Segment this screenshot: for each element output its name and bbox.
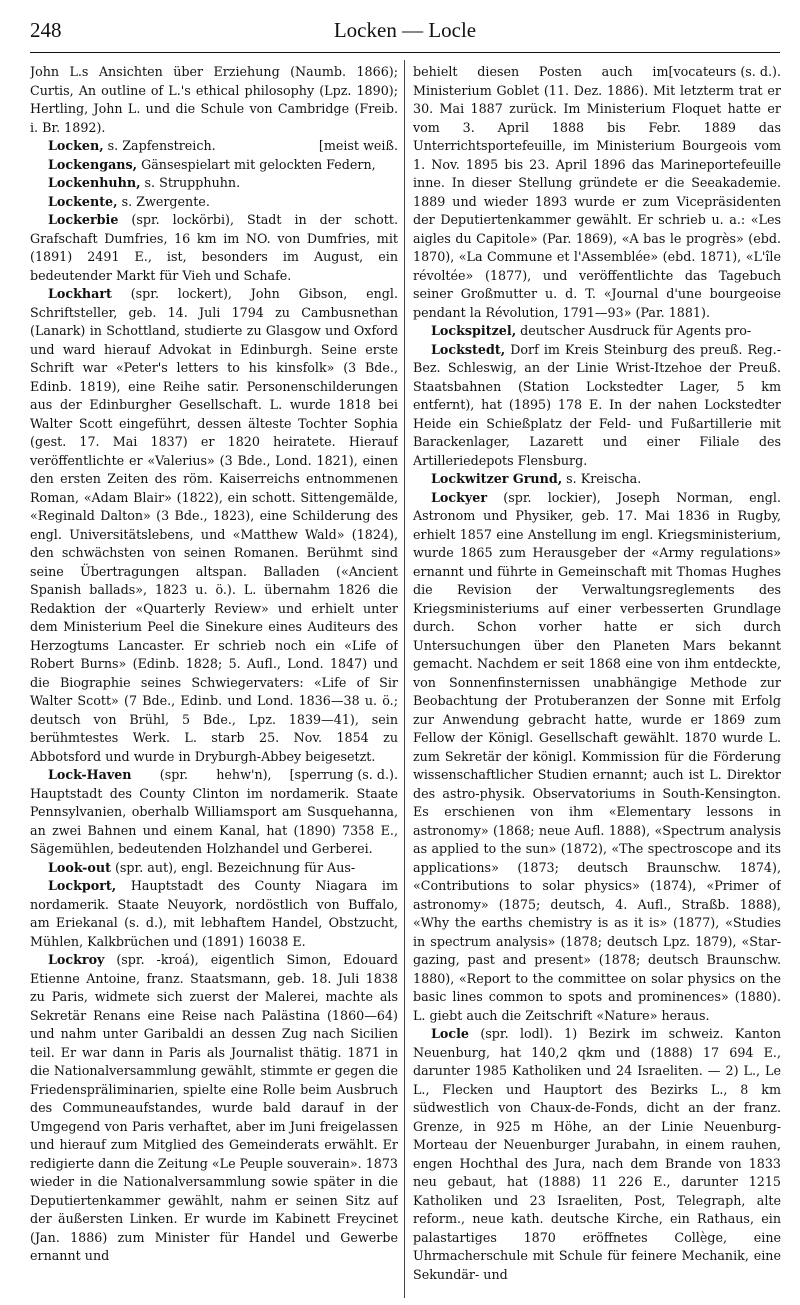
dictionary-entry	[30, 156, 398, 175]
entry-text: (spr. lockier), Joseph Norman, engl. Astronom und Physiker, geb. 17. Mai 1836 in Rugby, erhielt 1857 eine Anstellung im engl. Kriegsministerium, wurde 1865 zum Herausgeber der «Army regulations» ernannt und führte in Gemeinschaft mit Thomas Hughes die Revision der Verwaltungsreglements des Kriegsministeriums auf einer verbesserten Grundlage durch. Schon vorher hatte er sich durch Untersuchungen über den Planeten Mars bekannt gemacht. Nachdem er seit 1868 eine von ihm entdeckte, von Sonnenfinsternissen unabhängige Methode zur Beobachtung der Protuberanzen der Sonne mit Erfolg zur Anwendung gebracht hatte, wurde er 1869 zum Fellow der Königl. Gesellschaft gewählt. 1870 wurde L. zum Sekretär der königl. Kommission für die Förderung wissenschaftlicher Studien ernannt; auch ist L. Direktor des astro-physik. Observatoriums in South-Kensington. Es erschienen von ihm «Elementary lessons in astronomy» (1868; neue Aufl. 1888), «Spectrum analysis as applied to the sun» (1872), «The spectroscope and its applications» (1873; deutsch Braunschw. 1874), «Contributions to solar physics» (1874), «Primer of astronomy» (1875; deutsch, 4. Aufl., Straßb. 1888), «Why the earths chemistry is as it is» (1877), «Studies in spectrum analysis» (1878; deutsch Lpz. 1879), «Star-gazing, past and present» (1878; deutsch Braunschw. 1880), «Report to the committee on solar physics on the basic lines common to spots and prominences» (1880). L. giebt auch die Zeitschrift «Nature» heraus.	[413, 489, 781, 1023]
entry-text: (spr. lockörbi), Stadt in der schott. Grafschaft Dumfries, 16 km im NO. von Dumfries, mit (1891) 2491 E., ist, besonders im August, ein bedeutender Markt für Vieh und Schafe.	[30, 212, 398, 283]
entry-headword: Locken,	[48, 138, 104, 153]
page-header	[30, 12, 780, 44]
entry-headword: Lockwitzer Grund,	[431, 471, 563, 486]
dictionary-entry	[30, 174, 398, 193]
entry-headword: Lockerbie	[48, 212, 119, 227]
entry-text: Gänsespielart mit gelockten Federn,	[137, 156, 376, 172]
entry-headword: Lockhart	[48, 286, 112, 301]
running-title: Locken — Locle	[333, 18, 477, 42]
entry-text: (spr. hehw'n), Hauptstadt des County Clinton im nordamerik. Staate Pennsylvanien, oberhalb Williamsport am Susquehanna, an zwei Bahnen und einem Kanal, hat (1890) 7358 E., Sägemühlen, bedeutenden Holzhandel und Gerberei.	[30, 767, 398, 856]
dictionary-entry	[30, 63, 398, 137]
dictionary-entry	[413, 322, 781, 341]
entry-text: s. Strupphuhn.	[140, 175, 241, 190]
dictionary-entry	[30, 193, 398, 212]
entry-headword: Lockengans,	[48, 156, 138, 172]
entry-text: s. Zapfenstreich.	[103, 138, 216, 153]
dictionary-entry	[30, 211, 398, 285]
page-number: 248	[30, 18, 62, 42]
entry-headword: Lockyer	[431, 489, 488, 505]
dictionary-entry	[413, 470, 781, 489]
entry-headword: Lockenhuhn,	[48, 175, 141, 190]
entry-text: Dorf im Kreis Steinburg des preuß. Reg.-Bez. Schleswig, an der Linie Wrist-Itzehoe der Preuß. Staatsbahnen (Station Lockstedter Lager, 5 km entfernt), hat (1895) 178 E. In der nahen Lockstedter Heide ein Schießplatz der Feld- und Fußartillerie mit Barackenlager, Lazarett und einer Filiale des Artilleriedepots Flensburg.	[413, 341, 781, 468]
entry-overflow-note: [vocateurs (s. d.).	[668, 64, 781, 79]
entry-headword: Lockente,	[48, 193, 118, 209]
dictionary-entry	[413, 1025, 781, 1284]
dictionary-entry	[413, 341, 781, 471]
dictionary-entry	[30, 951, 398, 1266]
entry-text: s. Zwergente.	[117, 193, 210, 209]
dictionary-entry	[30, 859, 398, 878]
entry-headword: Lockport,	[48, 878, 117, 893]
entry-headword: Look-out	[48, 859, 111, 875]
dictionary-entry	[413, 63, 781, 322]
entry-text: (spr. lodl). 1) Bezirk im schweiz. Kanton Neuenburg, hat 140,2 qkm und (1888) 17 694 E., darunter 1985 Katholiken und 24 Israeliten. — 2) L., Le L., Flecken und Hauptort des Bezirks L., 8 km südwestlich von Chaux-de-Fonds, dicht an der franz. Grenze, in 925 m Höhe, an der Linie Neuenburg-Morteau der Neuenburger Jurabahn, in einem rauhen, engen Hochthal des Jura, nach dem Brande von 1833 neu gebaut, hat (1888) 11 226 E., darunter 1215 Katholiken und 23 Israeliten, Post, Telegraph, alte reform., neue kath. deutsche Kirche, ein Rathaus, ein palastartiges 1870 eröffnetes Collège, eine Uhrmacherschule mit Schule für feinere Mechanik, eine Sekundär- und	[413, 1026, 781, 1282]
header-rule	[30, 52, 780, 53]
entry-headword: Lockstedt,	[431, 341, 506, 357]
dictionary-entry	[30, 285, 398, 766]
entry-text: behielt diesen Posten auch im Ministerium Goblet (11. Dez. 1886). Mit letzterm trat er 30. Mai 1887 zurück. Im Ministerium Floquet hatte er vom 3. April 1888 bis Febr. 1889 das Unterrichtsportefeuille, im Ministerium Bourgeois vom 1. Nov. 1895 bis 23. April 1896 das Marineportefeuille inne. In dieser Stellung gründete er die Seeakademie. 1889 und wieder 1893 wurde er zum Vicepräsidenten der Deputiertenkammer gewählt. Er schrieb u. a.: «Les aigles du Capitole» (Par. 1869), «A bas le progrès» (ebd. 1870), «La Commune et l'Assemblée» (ebd. 1871), «L'île révoltée» (1877), und veröffentlichte das Tagebuch seiner Großmutter u. d. T. «Journal d'une bourgeoise pendant la Révolution, 1791—93» (Par. 1881).	[413, 64, 781, 320]
entry-headword: Lock-Haven	[48, 767, 132, 782]
entry-headword: Locle	[431, 1026, 470, 1041]
entry-headword: Lockroy	[48, 952, 105, 967]
entry-text: John L.s Ansichten über Erziehung (Naumb. 1866); Curtis, An outline of L.'s ethical philosophy (Lpz. 1890); Hertling, John L. und die Schule von Cambridge (Freib. i. Br. 1892).	[30, 64, 398, 135]
right-column	[413, 63, 781, 1298]
dictionary-entry	[413, 489, 781, 1026]
entry-headword: Lockspitzel,	[431, 323, 517, 338]
entry-text: (spr. aut), engl. Bezeichnung für Aus-	[110, 859, 356, 875]
entry-text: s. Kreischa.	[562, 471, 642, 486]
entry-text: Hauptstadt des County Niagara im nordamerik. Staate Neuyork, nordöstlich von Buffalo, am Eriekanal (s. d.), mit lebhaftem Handel, Obstzucht, Mühlen, Kalkbrüchen und (1891) 16038 E.	[30, 878, 398, 949]
left-column	[30, 63, 398, 1298]
entry-text: (spr. -kroá), eigentlich Simon, Edouard Etienne Antoine, franz. Staatsmann, geb. 18. Juli 1838 zu Paris, widmete sich zuerst der Malerei, machte als Sekretär Renans eine Reise nach Palästina (1860—64) und nahm unter Garibaldi an dessen Zug nach Sicilien teil. Er war dann in Paris als Journalist thätig. 1871 in die Nationalversammlung gewählt, stimmte er gegen die Friedenspräliminarien, spielte eine Rolle beim Ausbruch des Communeaufstandes, wurde bald darauf in der Umgegend von Paris verhaftet, aber im Juni freigelassen und hierauf zum Mitglied des Gemeinderats erwählt. Er redigierte dann die Zeitung «Le Peuple souverain». 1873 wieder in die Nationalversammlung sowie später in die Deputiertenkammer gewählt, nahm er seinen Sitz auf der äußersten Linken. Er wurde im Kabinett Freycinet (Jan. 1886) zum Minister für Handel und Gewerbe ernannt und	[30, 952, 398, 1263]
column-divider	[404, 60, 405, 1298]
dictionary-entry	[30, 766, 398, 859]
dictionary-entry	[30, 877, 398, 951]
entry-overflow-note: [meist weiß.	[318, 138, 398, 153]
entry-text: deutscher Ausdruck für Agents pro-	[516, 323, 752, 338]
dictionary-entry	[30, 137, 398, 156]
entry-overflow-note: [sperrung (s. d.).	[289, 767, 398, 782]
entry-text: (spr. lockert), John Gibson, engl. Schriftsteller, geb. 14. Juli 1794 zu Cambusnethan (Lanark) in Schottland, studierte zu Glasgow und Oxford und ward hierauf Advokat in Edinburgh. Seine erste Schrift war «Peter's letters to his kinsfolk» (3 Bde., Edinb. 1819), eine Reihe satir. Personenschilderungen aus der Edinburgher Gesellschaft. L. wurde 1818 bei Walter Scott eingeführt, dessen älteste Tochter Sophia (gest. 17. Mai 1837) er 1820 heiratete. Hierauf veröffentlichte er «Valerius» (3 Bde., Lond. 1821), einen den ersten Zeiten des röm. Kaiserreichs entnommenen Roman, «Adam Blair» (1822), ein schott. Sittengemälde, «Reginald Dalton» (3 Bde., 1823), eine Schilderung des engl. Universitätslebens, und «Matthew Wald» (1824), den schwächsten von seinen Romanen. Berühmt sind seine Übertragungen altspan. Balladen («Ancient Spanish ballads», 1823 u. ö.). L. übernahm 1826 die Redaktion der «Quarterly Review» und erhielt unter dem Ministerium Peel die Sinekure eines Auditeurs des Herzogtums Lancaster. Er schrieb noch ein «Life of Robert Burns» (Edinb. 1828; 5. Aufl., Lond. 1847) und die Biographie seines Schwiegervaters: «Life of Sir Walter Scott» (7 Bde., Edinb. und Lond. 1836—38 u. ö.; deutsch von Brühl, 5 Bde., Lpz. 1839—41), sein berühmtestes Werk. L. starb 25. Nov. 1854 zu Abbotsford und wurde in Dryburgh-Abbey beigesetzt.	[30, 286, 398, 764]
